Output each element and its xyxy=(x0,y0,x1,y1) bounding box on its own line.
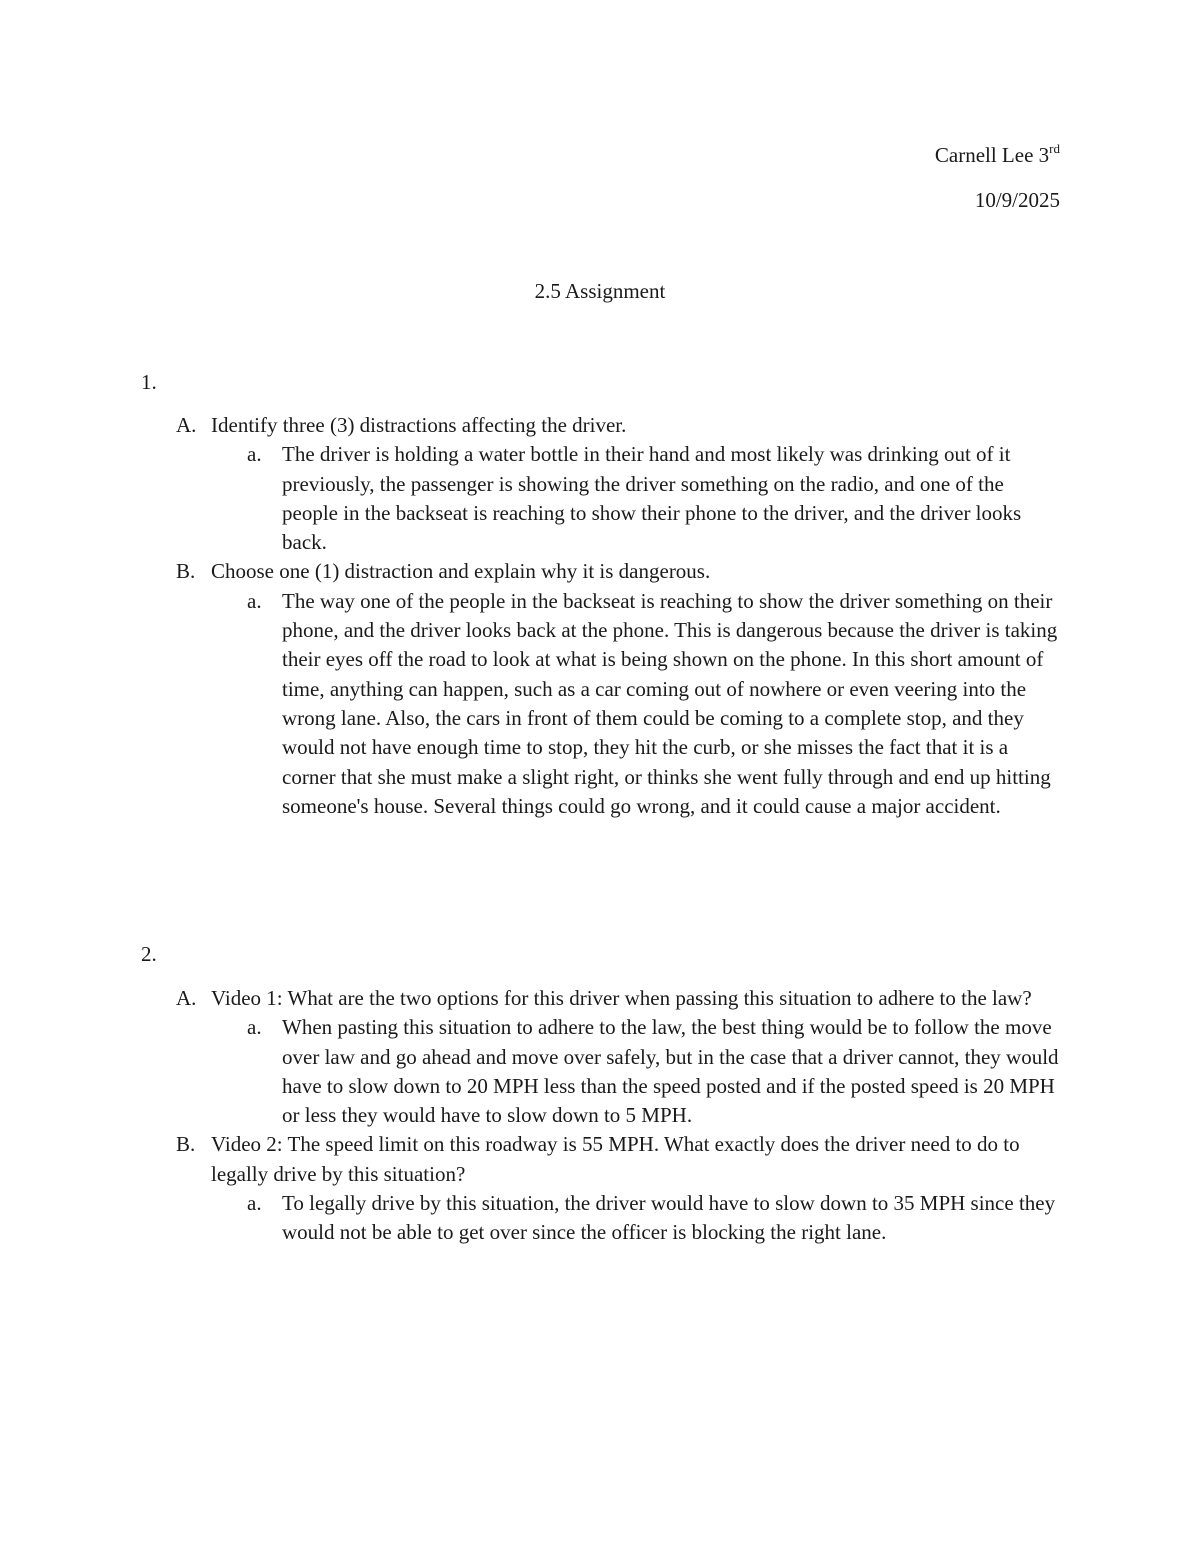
question-2b-prompt xyxy=(141,1130,1061,1189)
list-marker: a. xyxy=(247,1015,262,1040)
question-2b-answer xyxy=(141,1189,1061,1248)
author-name: Carnell Lee 3rd xyxy=(934,141,1060,167)
prompt-text: Choose one (1) distraction and explain why it is dangerous. xyxy=(211,559,711,584)
question-1-number: 1. xyxy=(141,370,157,394)
list-marker: A. xyxy=(176,413,197,437)
list-marker: a. xyxy=(247,442,262,467)
list-marker: a. xyxy=(247,1191,262,1216)
question-2a-answer xyxy=(141,1013,1061,1130)
list-marker: B. xyxy=(176,1132,196,1157)
assignment-date: 10/9/2025 xyxy=(974,188,1060,212)
answer-text: The way one of the people in the backseat is reaching to show the driver something on their phone, and the driver looks back at the phone. This is dangerous because the driver is taking their eyes off the road to look at what is being shown on the phone. In this short amount of time, anything can happen, such as a car coming out of nowhere or even veering into the wrong lane. Also, the cars in front of them could be coming to a complete stop, and they would not have enough time to stop, they hit the curb, or she misses the fact that it is a corner that she must make a slight right, or thinks she went fully through and end up hitting someone's house. Several things could go wrong, and it could cause a major accident. xyxy=(282,588,1058,818)
list-marker: A. xyxy=(176,986,197,1010)
prompt-text: Video 1: What are the two options for this driver when passing this situation to adhere to the law? xyxy=(211,986,1032,1010)
answer-text: When pasting this situation to adhere to the law, the best thing would be to follow the move over law and go ahead and move over safely, but in the case that a driver cannot, they would have to slow down to 20 MPH less than the speed posted and if the posted speed is 20 MPH or less they would have to slow down to 5 MPH. xyxy=(282,1015,1059,1128)
question-2-list xyxy=(141,984,1061,1248)
author-suffix: rd xyxy=(1049,141,1060,156)
question-2a-prompt xyxy=(141,984,1061,1013)
question-1b-answer xyxy=(141,587,1061,821)
prompt-text: Video 2: The speed limit on this roadway is 55 MPH. What exactly does the driver need to do to legally drive by this situation? xyxy=(211,1132,1020,1186)
prompt-text: Identify three (3) distractions affecting the driver. xyxy=(211,413,627,437)
list-marker: a. xyxy=(247,588,262,613)
question-1a-answer xyxy=(141,440,1061,557)
question-1a-prompt xyxy=(141,411,1061,440)
question-1-list xyxy=(141,411,1061,821)
answer-text: The driver is holding a water bottle in their hand and most likely was drinking out of it previously, the passenger is showing the driver something on the radio, and one of the people in the backseat is reaching to show their phone to the driver, and the driver looks back. xyxy=(282,442,1022,555)
list-marker: B. xyxy=(176,559,196,584)
question-1b-prompt xyxy=(141,557,1061,586)
page-title: 2.5 Assignment xyxy=(534,279,666,303)
question-2-number: 2. xyxy=(141,942,157,966)
answer-text: To legally drive by this situation, the driver would have to slow down to 35 MPH since they would not be able to get over since the officer is blocking the right lane. xyxy=(282,1191,1056,1245)
